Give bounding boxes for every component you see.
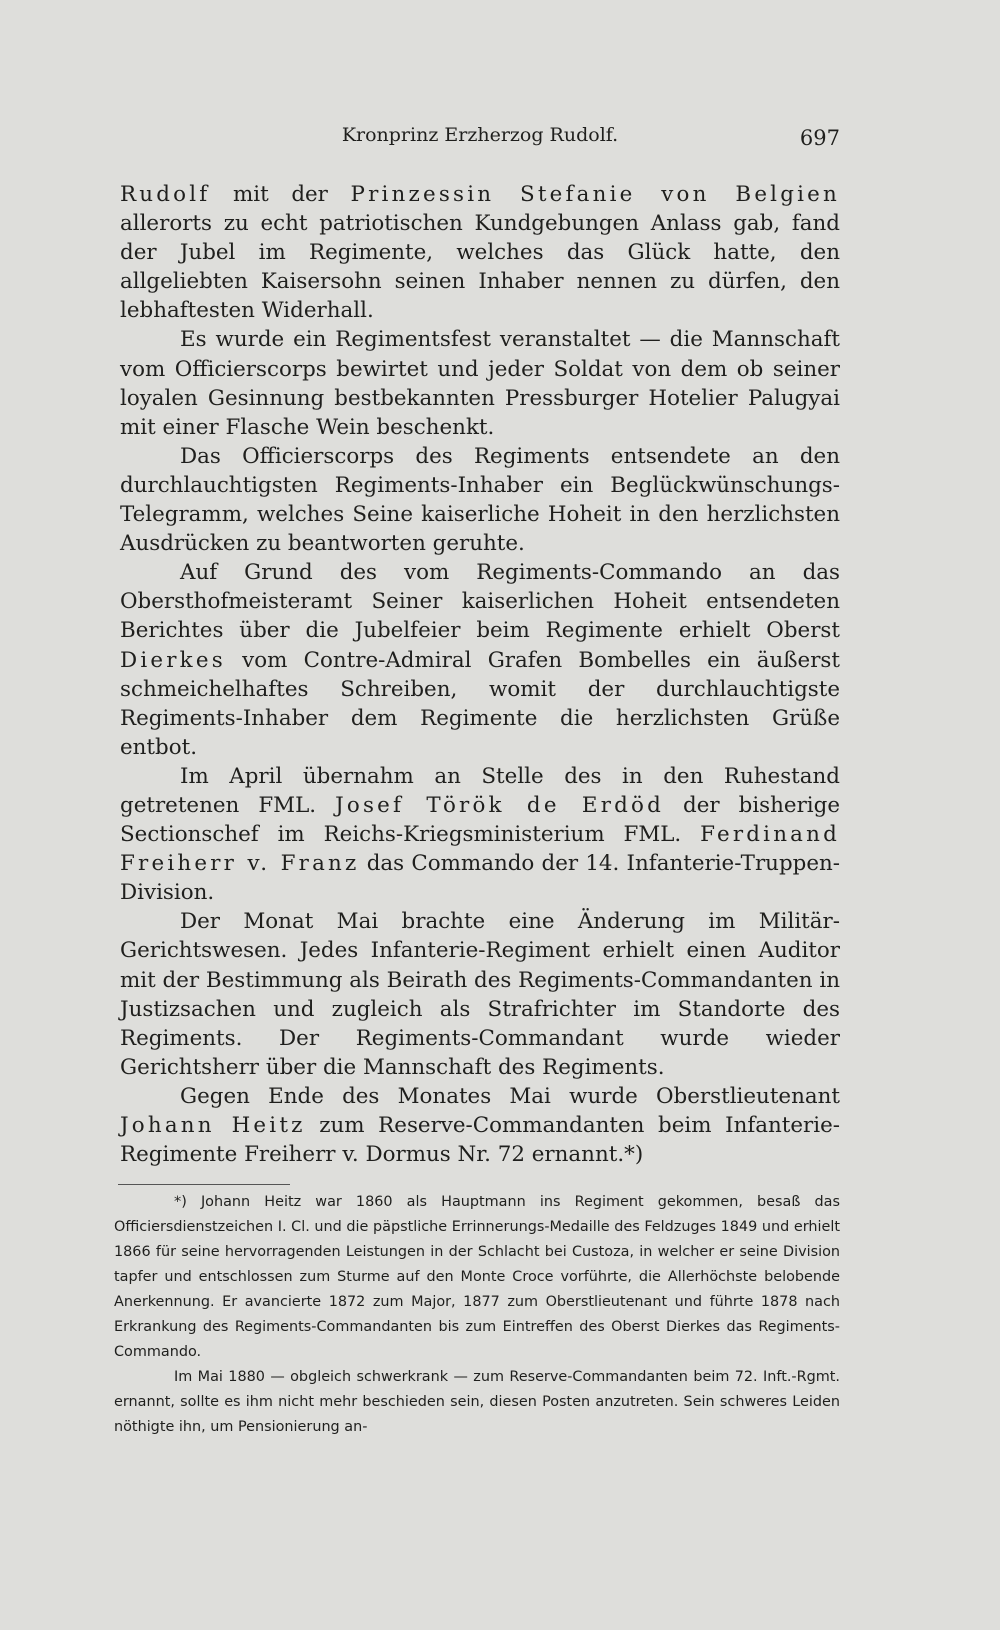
footnote-paragraph-1: *) Johann Heitz war 1860 als Hauptmann ins Regiment gekommen, besaß das Officiersdienstzeichen I. Cl. und die päpstliche Errinnerungs-Medaille des Feldzuges 1849 und erhielt 1866 für seine hervorragenden Leistungen in der Schlacht bei Custoza, in welcher er seine Division tapfer und entschlossen zum Sturme auf den Monte Croce vorführte, die Allerhöchste belobende Anerkennung. Er avancierte 1872 zum Major, 1877 zum Oberstlieutenant und führte 1878 nach Erkrankung des Regiments-Commandanten bis zum Eintreffen des Oberst Dierkes das Regiments-Commando. [114, 1194, 840, 1360]
spaced-name-heitz: Johann Heitz [120, 1113, 306, 1138]
text-run: Auf Grund des vom Regiments-Commando an das Obersthofmeisteramt Seiner kaiserlichen Hoheit entsendeten Berichtes über die Jubelfeier beim Regimente erhielt Oberst [120, 560, 840, 644]
paragraph-2: Es wurde ein Regimentsfest veranstaltet — die Mannschaft vom Officierscorps bewirtet und jeder Soldat von dem ob seiner loyalen Gesinnung bestbekannten Pressburger Hotelier Palugyai mit einer Flasche Wein beschenkt. [120, 327, 840, 440]
body-text [120, 180, 840, 1169]
paragraph-6: Der Monat Mai brachte eine Änderung im Militär-Gerichtswesen. Jedes Infanterie-Regiment erhielt einen Auditor mit der Bestimmung als Beirath des Regiments-Commandanten in Justizsachen und zugleich als Strafrichter im Standorte des Regiments. Der Regiments-Commandant wurde wieder Gerichtsherr über die Mannschaft des Regiments. [120, 909, 841, 1080]
footnote-paragraph-2: Im Mai 1880 — obgleich schwerkrank — zum Reserve-Commandanten beim 72. Inft.-Rgmt. ernannt, sollte es ihm nicht mehr beschieden sein, diesen Posten anzutreten. Sein schweres Leiden nöthigte ihn, um Pensionierung an- [114, 1369, 840, 1435]
text-run: allerorts zu echt patriotischen Kundgebungen Anlass gab, fand der Jubel im Regimente, welches das Glück hatte, den allgeliebten Kaisersohn seinen Inhaber nennen zu dürfen, den lebhaftesten Widerhall. [120, 211, 840, 324]
spaced-name-dierkes: Dierkes [120, 647, 226, 673]
text-run: vom Contre-Admiral Grafen Bombelles ein äußerst schmeichelhaftes Schreiben, womit der durchlauchtigste Regiments-Inhaber dem Regimente die herzlichsten Grüße entbot. [120, 647, 840, 760]
text-run: mit der [210, 182, 351, 207]
text-run: Gegen Ende des Monates Mai wurde Oberstlieutenant [180, 1083, 840, 1109]
text-run: Im April übernahm an Stelle des in den Ruhestand getretenen FML. [120, 763, 840, 818]
spaced-name-stefanie: Prinzessin Stefanie von Belgien [350, 182, 840, 207]
text-run: das Commando der 14. Infanterie-Truppen-Division. [120, 851, 840, 906]
text-run: zum Reserve-Commandanten beim Infanterie-Regimente Freiherr v. Dormus Nr. 72 ernannt.*) [120, 1113, 840, 1168]
paragraph-7 [120, 1082, 840, 1169]
spaced-name-franz: Ferdinand Freiherr v. Franz [120, 822, 840, 877]
paragraph-1 [120, 180, 840, 325]
running-title: Kronprinz Erzherzog Rudolf. [341, 124, 619, 146]
paragraph-4 [120, 558, 840, 762]
text-run: der bisherige Sectionschef im Reichs-Kriegsministerium FML. [120, 792, 840, 848]
footnote-rule [118, 1184, 290, 1185]
paragraph-5 [120, 762, 840, 907]
footnote [114, 1190, 840, 1440]
page-header [120, 120, 840, 160]
page-number: 697 [799, 126, 840, 150]
paragraph-3: Das Officierscorps des Regiments entsendete an den durchlauchtigsten Regiments-Inhaber ein Beglückwünschungs-Telegramm, welches Seine kaiserliche Hoheit in den herzlichsten Ausdrücken zu beantworten geruhte. [120, 443, 840, 557]
spaced-name-torok: Josef Török de Erdöd [335, 792, 665, 818]
spaced-name-rudolf: Rudolf [120, 182, 211, 207]
